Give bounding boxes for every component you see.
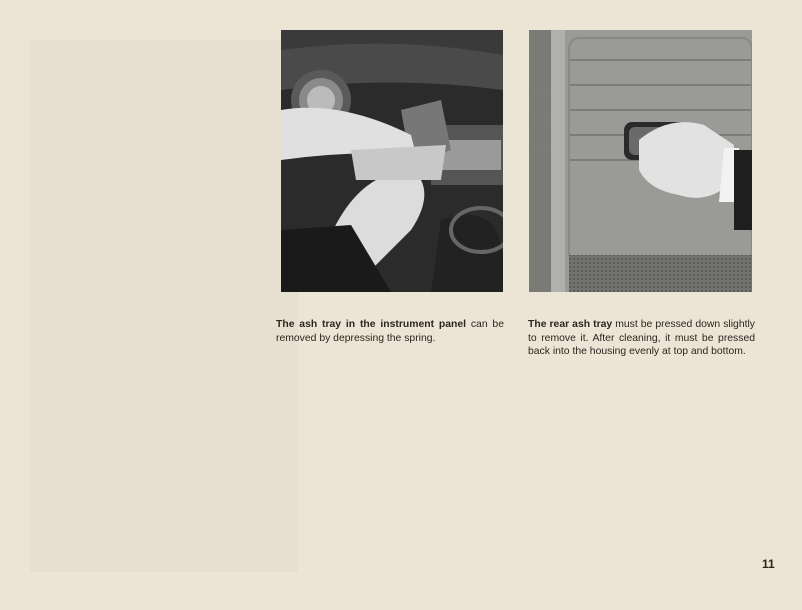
caption-rear-ash-tray — [528, 318, 755, 359]
page-number: 11 — [762, 557, 775, 571]
photo-rear-ash-tray — [529, 30, 752, 292]
caption-left-body: can be removed by depressing the spring. — [276, 319, 504, 344]
photo-instrument-panel-ash-tray — [281, 30, 503, 292]
caption-left-heading: The ash tray in the instrument panel — [276, 319, 467, 330]
caption-instrument-panel-ash-tray — [276, 318, 504, 345]
bleed-through-panel — [30, 40, 298, 572]
caption-right-body: must be pressed down slightly to remove it. After cleaning, it must be pressed back into the housing evenly at top and bottom. — [528, 319, 755, 357]
caption-right-heading: The rear ash tray — [528, 319, 613, 330]
